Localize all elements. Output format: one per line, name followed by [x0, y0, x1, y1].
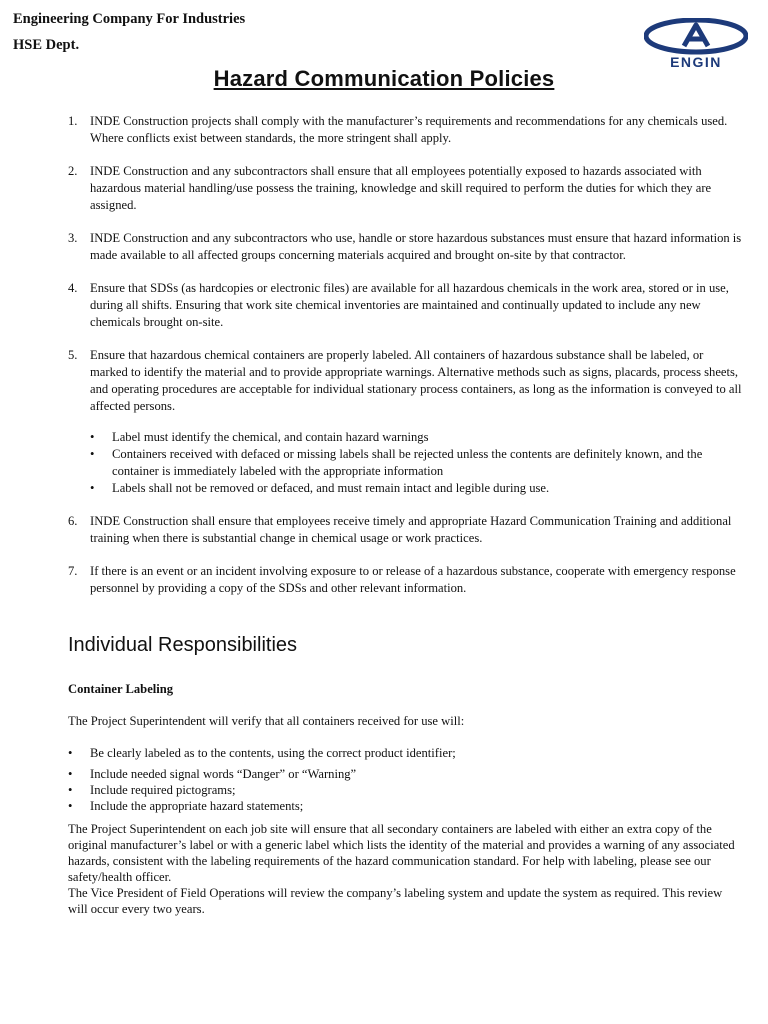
policy-text: Ensure that hazardous chemical containers are properly labeled. All containers of hazardous substance shall be labeled, or marked to identify the material and to provide appropriate warnings. Alternative methods such as signs, placards, process sheets, and operating procedures are acceptable for individual stationary process containers, as long as the information is conveyed to all affected persons.	[90, 348, 742, 413]
label-bullet: • Label must identify the chemical, and contain hazard warnings	[90, 429, 743, 446]
secondary-containers-paragraph: The Project Superintendent on each job site will ensure that all secondary containers are labeled with either an extra copy of the original manufacturer’s label or with a generic label which lists the identity of the material and provides a warning of any associated hazards, consistent with the labeling requirements of the hazard communication standard. For help with labeling, please see our safety/health officer.	[68, 822, 735, 884]
policy-item	[68, 280, 743, 331]
requirement-item: • Include required pictograms;	[68, 782, 743, 798]
section-heading: Individual Responsibilities	[68, 634, 298, 656]
policy-text: If there is an event or an incident involving exposure to or release of a hazardous substance, cooperate with emergency response personnel by providing a copy of the SDSs and other relevant information.	[90, 564, 736, 595]
label-bullet: • Containers received with defaced or missing labels shall be rejected unless the contents are definitely known, and the container is immediately labeled with the appropriate information	[90, 446, 743, 480]
policy-list	[68, 113, 743, 613]
policy-item	[68, 230, 743, 264]
container-labeling-section	[68, 681, 743, 917]
policy-number: 2.	[68, 164, 78, 178]
policy-item	[68, 513, 743, 547]
policy-text: INDE Construction and any subcontractors shall ensure that all employees potentially exposed to hazards associated with hazardous material handling/use possess the training, knowledge and skill required to perform the duties for which they are assigned.	[90, 164, 712, 212]
policy-text: Ensure that SDSs (as hardcopies or electronic files) are available for all hazardous chemicals in the work area, stored or in use, during all shifts. Ensuring that work site chemical inventories are maintained and continually updated to include any new chemicals brought on-site.	[90, 281, 729, 329]
review-paragraph: The Vice President of Field Operations will review the company’s labeling system and update the system as required. This review will occur every two years.	[68, 886, 723, 916]
page-title: Hazard Communication Policies	[213, 66, 555, 91]
policy-text: INDE Construction shall ensure that employees receive timely and appropriate Hazard Communication Training and additional training when there is substantial change in chemical usage or work practices.	[90, 514, 732, 545]
policy-text: INDE Construction and any subcontractors who use, handle or store hazardous substances must ensure that hazard information is made available to all affected groups concerning materials acquired and brought on-site by that contractor.	[90, 231, 742, 262]
policy-number: 3.	[68, 231, 78, 245]
label-bullet: • Labels shall not be removed or defaced, and must remain intact and legible during use.	[90, 480, 743, 497]
policy-number: 6.	[68, 514, 78, 528]
policy-item	[68, 347, 743, 415]
policy-number: 5.	[68, 348, 78, 362]
policy-item	[68, 113, 743, 147]
company-name: Engineering Company For Industries	[13, 11, 246, 27]
department-name: HSE Dept.	[13, 37, 80, 53]
label-bullet-list	[68, 429, 743, 497]
logo-a-mark	[684, 25, 708, 46]
policy-number: 7.	[68, 564, 78, 578]
subsection-heading: Container Labeling	[68, 682, 174, 696]
policy-item	[68, 163, 743, 214]
policy-text: INDE Construction projects shall comply with the manufacturer’s requirements and recommendations for any chemicals used. Where conflicts exist between standards, the more stringent shall apply.	[90, 114, 728, 145]
company-logo	[644, 18, 748, 70]
intro-text: The Project Superintendent will verify that all containers received for use will:	[68, 714, 465, 728]
logo-text: ENGIN	[670, 54, 722, 70]
requirement-item: • Be clearly labeled as to the contents, using the correct product identifier;	[68, 745, 743, 761]
requirement-item: • Include the appropriate hazard statements;	[68, 798, 743, 814]
policy-number: 4.	[68, 281, 78, 295]
policy-item	[68, 563, 743, 597]
policy-number: 1.	[68, 114, 78, 128]
requirement-item: • Include needed signal words “Danger” or “Warning”	[68, 766, 743, 782]
